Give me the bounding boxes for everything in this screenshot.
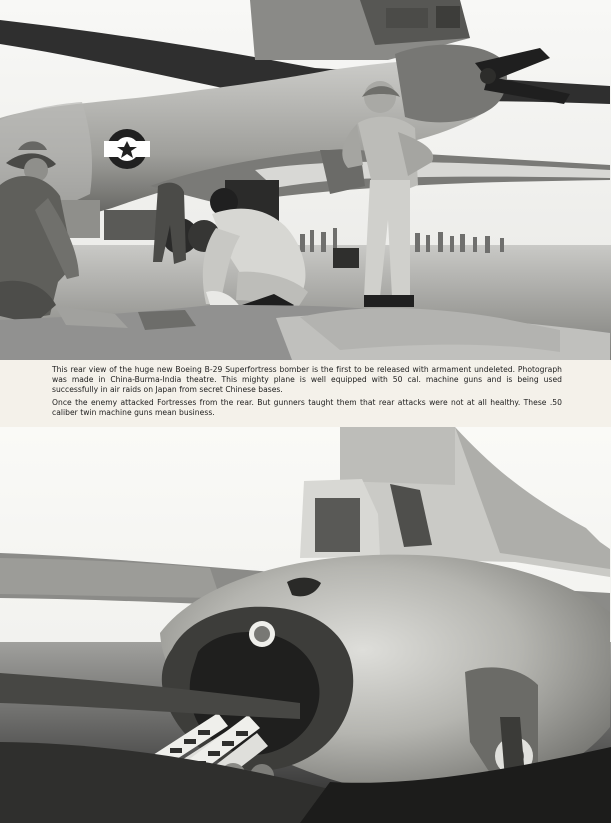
b29-tail-gun-photo-drawing [0, 427, 611, 823]
b29-airfield-photo-drawing [0, 0, 611, 360]
b29-tail-gun-photo [0, 427, 611, 823]
caption-paragraph-1: This rear view of the huge new Boeing B-29 Superfortress bomber is the first to be released with armament undeleted. Photograph was made in China-Burma-India theatre. This mighty plane is well equipped with 50 cal. machine guns and is being used successfully in air raids on Japan from secret Chinese bases. [52, 365, 562, 394]
caption-paragraph-2: Once the enemy attacked Fortresses from the rear. But gunners taught them that rear attacks were not at all healthy. These .50 caliber twin machine guns mean business. [52, 398, 562, 418]
b29-airfield-photo [0, 0, 611, 360]
photo-caption [52, 365, 562, 422]
